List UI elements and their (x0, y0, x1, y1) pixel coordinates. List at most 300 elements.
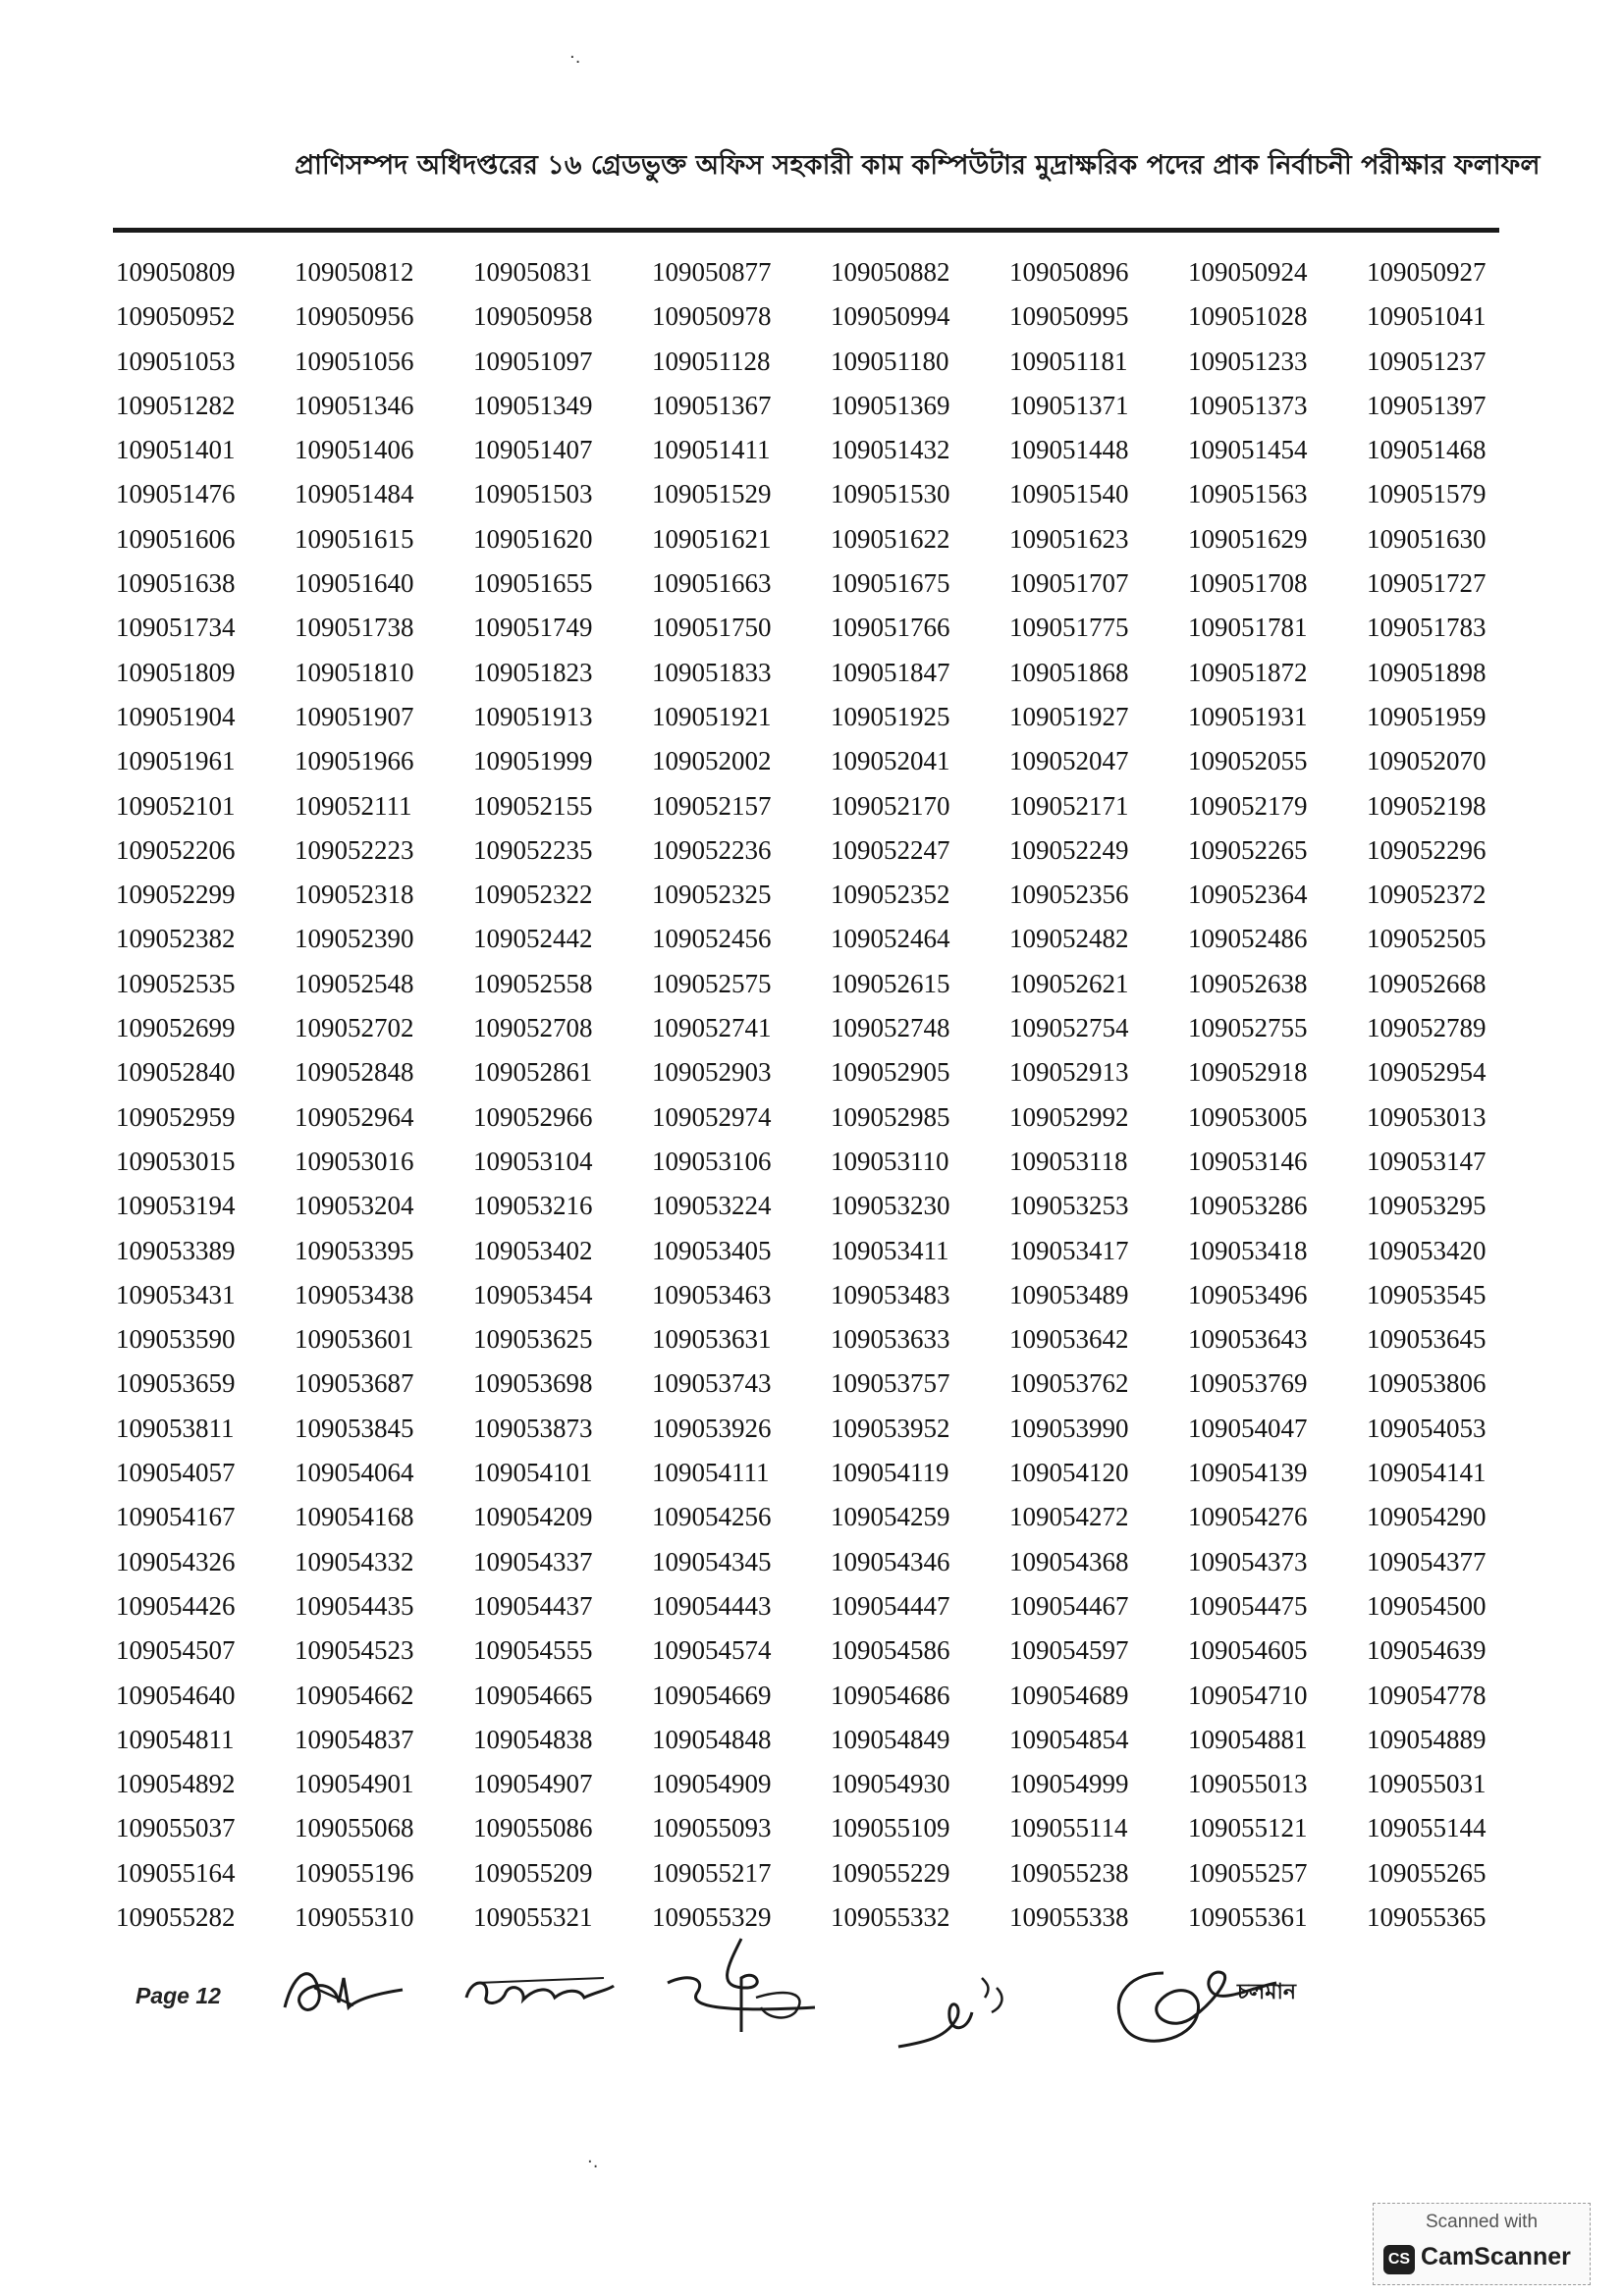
roll-number-cell: 109054889 (1367, 1724, 1487, 1754)
roll-number-cell: 109053545 (1367, 1279, 1487, 1309)
roll-number-cell: 109051053 (116, 346, 236, 376)
roll-number-cell: 109054326 (116, 1546, 236, 1576)
roll-number-cell: 109054467 (1009, 1590, 1129, 1621)
roll-number-cell: 109054435 (295, 1590, 414, 1621)
camscanner-logo-icon: CS (1383, 2245, 1415, 2274)
roll-number-cell: 109051373 (1188, 390, 1308, 420)
roll-number-cell: 109055310 (295, 1901, 414, 1932)
roll-number-cell: 109051833 (652, 657, 772, 687)
roll-number-cell: 109051961 (116, 746, 236, 776)
roll-number-cell: 109052325 (652, 880, 772, 910)
roll-number-cell: 109054373 (1188, 1546, 1308, 1576)
roll-number-cell: 109053643 (1188, 1324, 1308, 1355)
roll-number-cell: 109054053 (1367, 1413, 1487, 1443)
roll-number-cell: 109051579 (1367, 479, 1487, 509)
roll-number-cell: 109052464 (831, 924, 950, 954)
roll-number-cell: 109055265 (1367, 1857, 1487, 1888)
roll-number-cell: 109053016 (295, 1146, 414, 1176)
roll-number-cell: 109053420 (1367, 1235, 1487, 1265)
roll-number-cell: 109055086 (473, 1813, 593, 1843)
roll-number-cell: 109054881 (1188, 1724, 1308, 1754)
roll-number-cell: 109055037 (116, 1813, 236, 1843)
roll-number-cell: 109054272 (1009, 1502, 1129, 1532)
roll-number-cell: 109054854 (1009, 1724, 1129, 1754)
roll-number-cell: 109053601 (295, 1324, 414, 1355)
roll-number-cell: 109052002 (652, 746, 772, 776)
roll-number-cell: 109055217 (652, 1857, 772, 1888)
roll-number-cell: 109054778 (1367, 1680, 1487, 1710)
roll-number-cell: 109053990 (1009, 1413, 1129, 1443)
roll-number-cell: 109054368 (1009, 1546, 1129, 1576)
roll-number-cell: 109051476 (116, 479, 236, 509)
roll-number-cell: 109053645 (1367, 1324, 1487, 1355)
roll-number-cell: 109055109 (831, 1813, 950, 1843)
roll-number-cell: 109052372 (1367, 880, 1487, 910)
title-underline (113, 228, 1499, 233)
roll-number-cell: 109051734 (116, 613, 236, 643)
roll-number-cell: 109052070 (1367, 746, 1487, 776)
roll-number-cell: 109051675 (831, 568, 950, 599)
roll-number-cell: 109051708 (1188, 568, 1308, 599)
roll-number-cell: 109052558 (473, 968, 593, 998)
roll-number-cell: 109054930 (831, 1769, 950, 1799)
signature-note: চলমান (1237, 1980, 1296, 2004)
roll-number-cell: 109054443 (652, 1590, 772, 1621)
roll-number-cell: 109050809 (116, 257, 236, 287)
roll-number-cell: 109052206 (116, 834, 236, 865)
roll-number-cell: 109052382 (116, 924, 236, 954)
roll-number-cell: 109053806 (1367, 1368, 1487, 1399)
roll-number-cell: 109054662 (295, 1680, 414, 1710)
roll-number-cell: 109054586 (831, 1635, 950, 1666)
roll-number-cell: 109052748 (831, 1013, 950, 1043)
roll-number-cell: 109051663 (652, 568, 772, 599)
roll-number-cell: 109053411 (831, 1235, 949, 1265)
roll-number-cell: 109054168 (295, 1502, 414, 1532)
roll-number-cell: 109053286 (1188, 1191, 1308, 1221)
roll-number-cell: 109051921 (652, 701, 772, 731)
roll-number-cell: 109052364 (1188, 880, 1308, 910)
roll-number-cell: 109052954 (1367, 1057, 1487, 1088)
roll-number-cell: 109053463 (652, 1279, 772, 1309)
roll-number-cell: 109052179 (1188, 790, 1308, 821)
roll-number-cell: 109055282 (116, 1901, 236, 1932)
roll-number-cell: 109052903 (652, 1057, 772, 1088)
roll-number-cell: 109052482 (1009, 924, 1129, 954)
roll-number-cell: 109052535 (116, 968, 236, 998)
roll-number-cell: 109051898 (1367, 657, 1487, 687)
roll-number-cell: 109051468 (1367, 435, 1487, 465)
roll-number-cell: 109054574 (652, 1635, 772, 1666)
roll-number-cell: 109051738 (295, 613, 414, 643)
roll-number-cell: 109053395 (295, 1235, 414, 1265)
roll-number-cell: 109052548 (295, 968, 414, 998)
roll-number-cell: 109050952 (116, 301, 236, 332)
roll-number-cell: 109052966 (473, 1101, 593, 1132)
roll-number-cell: 109053590 (116, 1324, 236, 1355)
roll-number-cell: 109051872 (1188, 657, 1308, 687)
roll-number-cell: 109054500 (1367, 1590, 1487, 1621)
roll-number-cell: 109052390 (295, 924, 414, 954)
roll-number-cell: 109052352 (831, 880, 950, 910)
roll-number-cell: 109051406 (295, 435, 414, 465)
roll-number-cell: 109050812 (295, 257, 414, 287)
roll-number-cell: 109054209 (473, 1502, 593, 1532)
roll-number-cell: 109051056 (295, 346, 414, 376)
roll-number-cell: 109051503 (473, 479, 593, 509)
roll-number-cell: 109051999 (473, 746, 593, 776)
roll-number-cell: 109055121 (1188, 1813, 1308, 1843)
roll-number-cell: 109054901 (295, 1769, 414, 1799)
roll-number-cell: 109053230 (831, 1191, 950, 1221)
roll-number-cell: 109051484 (295, 479, 414, 509)
roll-number-cell: 109051766 (831, 613, 950, 643)
roll-number-cell: 109051707 (1009, 568, 1129, 599)
roll-number-cell: 109052840 (116, 1057, 236, 1088)
roll-number-cell: 109052848 (295, 1057, 414, 1088)
roll-number-cell: 109052974 (652, 1101, 772, 1132)
roll-number-cell: 109054276 (1188, 1502, 1308, 1532)
roll-number-cell: 109051367 (652, 390, 772, 420)
roll-number-cell: 109054710 (1188, 1680, 1308, 1710)
signature-2 (457, 1949, 623, 2027)
roll-number-cell: 109054047 (1188, 1413, 1308, 1443)
signature-1 (265, 1949, 412, 2027)
roll-number-cell: 109052699 (116, 1013, 236, 1043)
roll-number-cell: 109052047 (1009, 746, 1129, 776)
roll-number-cell: 109051781 (1188, 613, 1308, 643)
page-number: Page 12 (135, 1983, 221, 2008)
roll-number-cell: 109052575 (652, 968, 772, 998)
roll-number-cell: 109050877 (652, 257, 772, 287)
roll-number-cell: 109052041 (831, 746, 950, 776)
roll-number-cell: 109052101 (116, 790, 236, 821)
roll-number-cell: 109054686 (831, 1680, 950, 1710)
roll-number-cell: 109055329 (652, 1901, 772, 1932)
roll-number-cell: 109054057 (116, 1458, 236, 1488)
roll-number-cell: 109051233 (1188, 346, 1308, 376)
roll-number-cell: 109052621 (1009, 968, 1129, 998)
roll-number-cell: 109052249 (1009, 834, 1129, 865)
roll-number-cell: 109053659 (116, 1368, 236, 1399)
roll-number-cell: 109051615 (295, 523, 414, 554)
roll-number-cell: 109052456 (652, 924, 772, 954)
roll-number-cell: 109051810 (295, 657, 414, 687)
roll-number-cell: 109054101 (473, 1458, 593, 1488)
roll-number-cell: 109054141 (1367, 1458, 1487, 1488)
roll-number-cell: 109050896 (1009, 257, 1129, 287)
roll-number-cell: 109052985 (831, 1101, 950, 1132)
roll-number-cell: 109053633 (831, 1324, 950, 1355)
roll-number-cell: 109051623 (1009, 523, 1129, 554)
roll-number-cell: 109052442 (473, 924, 593, 954)
roll-number-cell: 109052236 (652, 834, 772, 865)
roll-number-cell: 109052702 (295, 1013, 414, 1043)
roll-number-cell: 109051606 (116, 523, 236, 554)
roll-number-cell: 109051904 (116, 701, 236, 731)
roll-number-cell: 109051783 (1367, 613, 1487, 643)
roll-number-cell: 109054523 (295, 1635, 414, 1666)
roll-number-cell: 109053698 (473, 1368, 593, 1399)
roll-number-cell: 109051823 (473, 657, 593, 687)
roll-number-cell: 109051411 (652, 435, 771, 465)
roll-number-cell: 109054689 (1009, 1680, 1129, 1710)
roll-number-cell: 109051540 (1009, 479, 1129, 509)
roll-number-cell: 109052755 (1188, 1013, 1308, 1043)
roll-number-cell: 109053418 (1188, 1235, 1308, 1265)
roll-number-cell: 109053926 (652, 1413, 772, 1443)
roll-number-cell: 109051750 (652, 613, 772, 643)
roll-number-cell: 109054669 (652, 1680, 772, 1710)
scanned-with-caption: Scanned with (1425, 2212, 1539, 2232)
roll-number-cell: 109053216 (473, 1191, 593, 1221)
roll-number-cell: 109052964 (295, 1101, 414, 1132)
roll-number-cell: 109051621 (652, 523, 772, 554)
roll-number-cell: 109052861 (473, 1057, 593, 1088)
roll-number-cell: 109050994 (831, 301, 950, 332)
roll-number-cell: 109055114 (1009, 1813, 1128, 1843)
roll-number-cell: 109052356 (1009, 880, 1129, 910)
roll-number-cell: 109053104 (473, 1146, 593, 1176)
roll-number-cell: 109053631 (652, 1324, 772, 1355)
roll-number-cell: 109051563 (1188, 479, 1308, 509)
roll-number-cell: 109052615 (831, 968, 950, 998)
roll-number-cell: 109055144 (1367, 1813, 1487, 1843)
roll-number-cell: 109051931 (1188, 701, 1308, 731)
roll-number-cell: 109052318 (295, 880, 414, 910)
roll-number-cell: 109050958 (473, 301, 593, 332)
roll-number-cell: 109055332 (831, 1901, 950, 1932)
roll-number-cell: 109054837 (295, 1724, 414, 1754)
roll-number-cell: 109051847 (831, 657, 950, 687)
roll-number-cell: 109054555 (473, 1635, 593, 1666)
roll-number-cell: 109051529 (652, 479, 772, 509)
roll-number-cell: 109051640 (295, 568, 414, 599)
roll-number-cell: 109053194 (116, 1191, 236, 1221)
roll-number-cell: 109054892 (116, 1769, 236, 1799)
roll-number-cell: 109050924 (1188, 257, 1308, 287)
roll-number-cell: 109053642 (1009, 1324, 1129, 1355)
roll-number-cell: 109054167 (116, 1502, 236, 1532)
roll-number-cell: 109052299 (116, 880, 236, 910)
roll-number-cell: 109051282 (116, 390, 236, 420)
roll-number-cell: 109054907 (473, 1769, 593, 1799)
roll-number-cell: 109053106 (652, 1146, 772, 1176)
roll-number-cell: 109051927 (1009, 701, 1129, 731)
roll-number-cell: 109050956 (295, 301, 414, 332)
roll-number-cell: 109052708 (473, 1013, 593, 1043)
roll-number-cell: 109053015 (116, 1146, 236, 1176)
roll-number-cell: 109052247 (831, 834, 950, 865)
roll-number-cell: 109055196 (295, 1857, 414, 1888)
roll-number-cell: 109051346 (295, 390, 414, 420)
roll-number-cell: 109054475 (1188, 1590, 1308, 1621)
roll-number-cell: 109052198 (1367, 790, 1487, 821)
roll-number-cell: 109052992 (1009, 1101, 1129, 1132)
roll-number-cell: 109052959 (116, 1101, 236, 1132)
roll-number-cell: 109051181 (1009, 346, 1128, 376)
roll-number-cell: 109054507 (116, 1635, 236, 1666)
roll-number-cell: 109051097 (473, 346, 593, 376)
roll-number-cell: 109051432 (831, 435, 950, 465)
roll-number-cell: 109053483 (831, 1279, 950, 1309)
roll-number-cell: 109051913 (473, 701, 593, 731)
roll-number-cell: 109055321 (473, 1901, 593, 1932)
roll-number-cell: 109053743 (652, 1368, 772, 1399)
roll-number-cell: 109052170 (831, 790, 950, 821)
roll-number-cell: 109053402 (473, 1235, 593, 1265)
roll-number-cell: 109054345 (652, 1546, 772, 1576)
roll-number-cell: 109053204 (295, 1191, 414, 1221)
roll-number-cell: 109054139 (1188, 1458, 1308, 1488)
roll-number-cell: 109051638 (116, 568, 236, 599)
roll-number-cell: 109053454 (473, 1279, 593, 1309)
roll-number-cell: 109052223 (295, 834, 414, 865)
roll-number-cell: 109052296 (1367, 834, 1487, 865)
roll-number-cell: 109053489 (1009, 1279, 1129, 1309)
roll-number-cell: 109051180 (831, 346, 949, 376)
roll-number-cell: 109050927 (1367, 257, 1487, 287)
roll-number-cell: 109053625 (473, 1324, 593, 1355)
roll-number-cell: 109050831 (473, 257, 593, 287)
roll-number-cell: 109051620 (473, 523, 593, 554)
roll-number-cell: 109053811 (116, 1413, 235, 1443)
roll-number-cell: 109053417 (1009, 1235, 1129, 1265)
roll-number-cell: 109053405 (652, 1235, 772, 1265)
roll-number-cell: 109052918 (1188, 1057, 1308, 1088)
roll-number-cell: 109051868 (1009, 657, 1129, 687)
roll-number-cell: 109051629 (1188, 523, 1308, 554)
scan-speck-bottom: ·. (587, 2152, 599, 2172)
roll-number-cell: 109055229 (831, 1857, 950, 1888)
roll-number-cell: 109055361 (1188, 1901, 1308, 1932)
roll-number-cell: 109051622 (831, 523, 950, 554)
roll-number-cell: 109054597 (1009, 1635, 1129, 1666)
roll-number-cell: 109053253 (1009, 1191, 1129, 1221)
roll-number-cell: 109051128 (652, 346, 771, 376)
roll-number-cell: 109051371 (1009, 390, 1129, 420)
roll-number-cell: 109054426 (116, 1590, 236, 1621)
roll-number-cell: 109053389 (116, 1235, 236, 1265)
roll-number-cell: 109051966 (295, 746, 414, 776)
roll-number-cell: 109051630 (1367, 523, 1487, 554)
roll-number-cell: 109053295 (1367, 1191, 1487, 1221)
roll-number-cell: 109052155 (473, 790, 593, 821)
roll-number-cell: 109053952 (831, 1413, 950, 1443)
roll-number-cell: 109052789 (1367, 1013, 1487, 1043)
roll-number-cell: 109054999 (1009, 1769, 1129, 1799)
roll-number-cell: 109054665 (473, 1680, 593, 1710)
roll-number-cell: 109054377 (1367, 1546, 1487, 1576)
roll-number-cell: 109052111 (295, 790, 412, 821)
roll-number-cell: 109052157 (652, 790, 772, 821)
roll-number-cell: 109050882 (831, 257, 950, 287)
roll-number-cell: 109055093 (652, 1813, 772, 1843)
roll-number-cell: 109054256 (652, 1502, 772, 1532)
roll-number-cell: 109052741 (652, 1013, 772, 1043)
roll-number-cell: 109053762 (1009, 1368, 1129, 1399)
roll-number-cell: 109052486 (1188, 924, 1308, 954)
roll-number-cell: 109052638 (1188, 968, 1308, 998)
signature-3 (658, 1929, 825, 2037)
roll-number-cell: 109051397 (1367, 390, 1487, 420)
roll-number-cell: 109054290 (1367, 1502, 1487, 1532)
document-title: প্রাণিসম্পদ অধিদপ্তরের ১৬ গ্রেডভুক্ত অফিস সহকারী কাম কম্পিউটার মুদ্রাক্ষরিক পদের প্রাক নির্বাচনী পরীক্ষার ফলাফল (295, 150, 1541, 181)
roll-number-cell: 109052055 (1188, 746, 1308, 776)
roll-number-cell: 109051028 (1188, 301, 1308, 332)
roll-number-cell: 109054447 (831, 1590, 950, 1621)
roll-number-cell: 109055031 (1367, 1769, 1487, 1799)
roll-number-cell: 109053005 (1188, 1101, 1308, 1132)
roll-number-cell: 109053496 (1188, 1279, 1308, 1309)
roll-number-cell: 109054848 (652, 1724, 772, 1754)
roll-number-cell: 109053438 (295, 1279, 414, 1309)
roll-number-cell: 109054259 (831, 1502, 950, 1532)
roll-number-cell: 109051401 (116, 435, 236, 465)
roll-number-cell: 109055209 (473, 1857, 593, 1888)
roll-number-cell: 109051407 (473, 435, 593, 465)
roll-number-cell: 109054605 (1188, 1635, 1308, 1666)
roll-number-cell: 109052905 (831, 1057, 950, 1088)
roll-number-cell: 109052913 (1009, 1057, 1129, 1088)
roll-number-cell: 109050995 (1009, 301, 1129, 332)
roll-number-cell: 109051041 (1367, 301, 1487, 332)
roll-number-cell: 109053873 (473, 1413, 593, 1443)
roll-number-cell: 109051454 (1188, 435, 1308, 465)
signature-4 (889, 1958, 1036, 2056)
roll-number-cell: 109053687 (295, 1368, 414, 1399)
roll-number-cell: 109052505 (1367, 924, 1487, 954)
roll-number-cell: 109054111 (652, 1458, 770, 1488)
roll-number-cell: 109054332 (295, 1546, 414, 1576)
roll-number-cell: 109051809 (116, 657, 236, 687)
roll-number-cell: 109053118 (1009, 1146, 1128, 1176)
roll-number-cell: 109052668 (1367, 968, 1487, 998)
roll-number-cell: 109053013 (1367, 1101, 1487, 1132)
roll-number-cell: 109054120 (1009, 1458, 1129, 1488)
roll-number-cell: 109050978 (652, 301, 772, 332)
roll-number-cell: 109054909 (652, 1769, 772, 1799)
roll-number-cell: 109053147 (1367, 1146, 1487, 1176)
roll-number-cell: 109055164 (116, 1857, 236, 1888)
roll-number-cell: 109055365 (1367, 1901, 1487, 1932)
roll-number-cell: 109053110 (831, 1146, 949, 1176)
roll-number-cell: 109054639 (1367, 1635, 1487, 1666)
roll-number-cell: 109054337 (473, 1546, 593, 1576)
roll-number-cell: 109052754 (1009, 1013, 1129, 1043)
scan-speck: ·. (569, 47, 581, 68)
roll-number-cell: 109055013 (1188, 1769, 1308, 1799)
roll-number-cell: 109053757 (831, 1368, 950, 1399)
roll-number-cell: 109053146 (1188, 1146, 1308, 1176)
roll-number-cell: 109051655 (473, 568, 593, 599)
roll-number-cell: 109051349 (473, 390, 593, 420)
roll-number-cell: 109051749 (473, 613, 593, 643)
roll-number-cell: 109053431 (116, 1279, 236, 1309)
roll-number-cell: 109051448 (1009, 435, 1129, 465)
roll-number-cell: 109051530 (831, 479, 950, 509)
roll-number-cell: 109052322 (473, 880, 593, 910)
roll-number-cell: 109054640 (116, 1680, 236, 1710)
roll-number-cell: 109052171 (1009, 790, 1129, 821)
roll-number-cell: 109052265 (1188, 834, 1308, 865)
camscanner-badge (1373, 2203, 1591, 2285)
camscanner-brand: CamScanner (1421, 2243, 1571, 2270)
roll-number-cell: 109052235 (473, 834, 593, 865)
roll-number-cell: 109051237 (1367, 346, 1487, 376)
roll-number-cell: 109051775 (1009, 613, 1129, 643)
roll-number-cell: 109054064 (295, 1458, 414, 1488)
